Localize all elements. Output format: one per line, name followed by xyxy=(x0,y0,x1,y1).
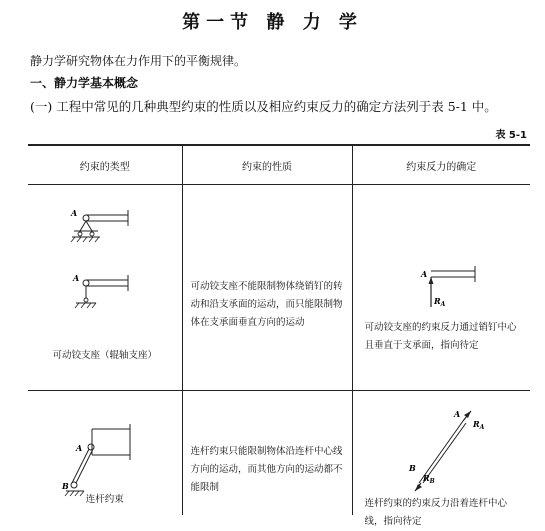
type-label-roller-support: 可动铰支座（辊轴支座） xyxy=(52,350,157,361)
label-a-link: A xyxy=(76,443,83,453)
section-heading: 一、静力学基本概念 xyxy=(30,76,139,90)
label-ra-roller: $R_A$ xyxy=(433,296,445,308)
label-a-1: A xyxy=(71,208,78,218)
type-cell xyxy=(28,185,182,391)
table-row xyxy=(28,391,530,516)
table-row xyxy=(28,185,530,391)
table-header-row xyxy=(28,145,530,185)
constraint-table xyxy=(28,144,530,527)
label-a-2: A xyxy=(73,273,80,283)
header-type: 约束的类型 xyxy=(28,145,182,185)
intro-paragraph: 静力学研究物体在力作用下的平衡规律。 xyxy=(30,54,247,68)
sub-heading: (一) 工程中常见的几种典型约束的性质以及相应约束反力的确定方法列于表 5-1 中。 xyxy=(30,99,497,114)
property-text-roller: 可动铰支座不能限制物体绕销钉的转动和沿支承面的运动，而只能限制物体在支承面垂直方向的运动 xyxy=(190,281,343,328)
reaction-text-link: 连杆约束的约束反力沿着连杆中心线，指向待定 xyxy=(364,498,508,527)
page-title: 第一节 静 力 学 xyxy=(182,12,363,33)
label-b-link-reaction: B xyxy=(408,463,416,473)
type-label-link: 连杆约束 xyxy=(85,494,124,505)
label-a-link-reaction: A xyxy=(453,409,460,419)
header-reaction: 约束反力的确定 xyxy=(352,145,530,185)
label-rb-link: $R_B$ xyxy=(422,473,435,485)
property-cell xyxy=(182,391,352,516)
property-cell xyxy=(182,185,352,391)
type-cell xyxy=(28,391,182,516)
label-b-link: B xyxy=(62,481,69,491)
label-ra-link: $R_A$ xyxy=(472,419,484,431)
property-text-link: 连杆约束只能限制物体沿连杆中心线方向的运动，而其他方向的运动都不能限制 xyxy=(190,446,343,493)
table-label: 表 5-1 xyxy=(495,130,527,141)
roller-reaction-diagram xyxy=(353,185,531,390)
reaction-cell xyxy=(352,185,530,391)
label-a-reaction: A xyxy=(420,269,427,279)
reaction-cell xyxy=(352,391,530,527)
reaction-text-roller: 可动铰支座的约束反力通过销钉中心且垂直于支承面，指向待定 xyxy=(364,322,517,351)
header-property: 约束的性质 xyxy=(182,145,352,185)
